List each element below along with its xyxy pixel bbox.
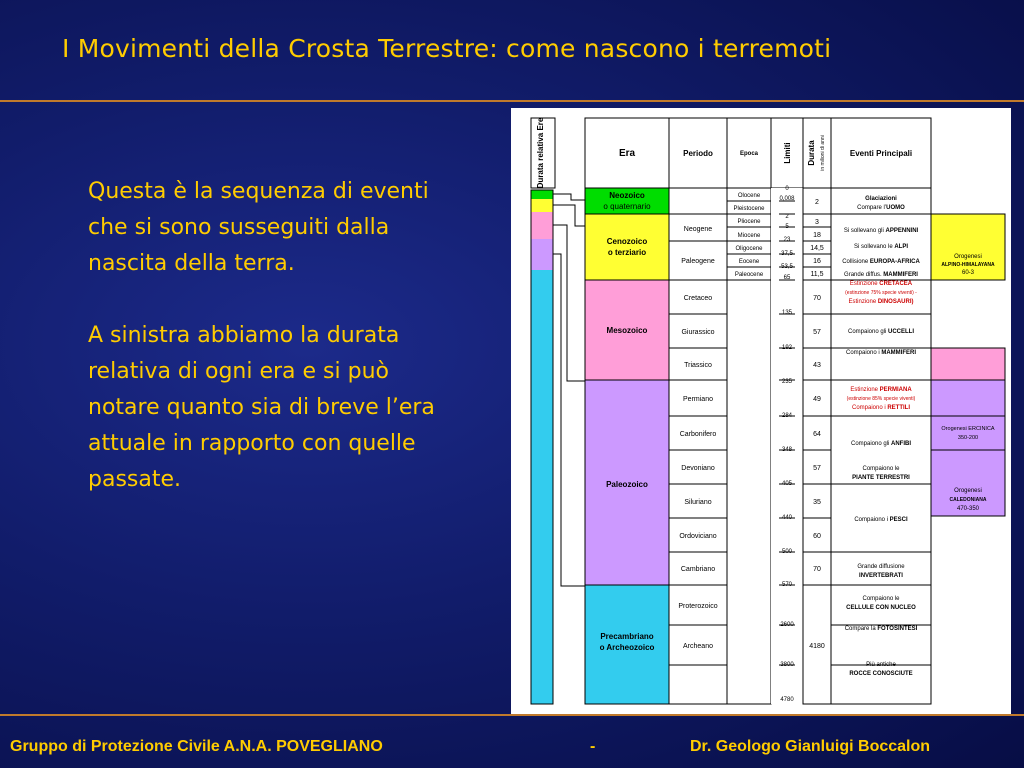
limit-value: 53,5 — [781, 264, 793, 270]
era-name: Mesozoico — [606, 326, 648, 335]
relative-duration-column — [531, 117, 555, 704]
event-cellule: CELLULE CON NUCLEO — [846, 605, 916, 611]
event-estinzione-dinosauri: Estinzione DINOSAURI) — [848, 299, 914, 305]
limit-value: 348 — [781, 447, 793, 453]
duration-value: 35 — [813, 499, 821, 506]
event-mammiferi: Compaiono i MAMMIFERI — [845, 350, 917, 356]
duration-value: 64 — [813, 431, 821, 438]
era-subname: o quaternario — [603, 202, 651, 211]
connector-lines — [553, 194, 585, 586]
geologic-table-svg — [511, 108, 1011, 714]
event-appennini: Si sollevano gli APPENNINI — [843, 228, 919, 234]
duration-column — [803, 188, 831, 704]
limit-value: 192 — [781, 345, 793, 351]
duration-value: 70 — [813, 566, 821, 573]
limit-value: 0,008 — [779, 196, 795, 202]
epoch-label: Miocene — [737, 233, 761, 239]
duration-value: 49 — [813, 396, 821, 403]
orogenesi-column — [931, 214, 1005, 516]
era-name: Cenozoico — [606, 237, 648, 246]
event-pesci: Compaiono i PESCI — [854, 517, 908, 523]
limits-column — [771, 186, 803, 704]
duration-value: 57 — [813, 329, 821, 336]
era-cell-cenozoico — [585, 214, 669, 280]
limit-value: 570 — [781, 582, 793, 588]
epoch-label: Olocene — [737, 193, 761, 199]
event-invertebrati: INVERTEBRATI — [859, 573, 903, 579]
limit-value: 3800 — [780, 662, 794, 668]
footer-right: Dr. Geologo Gianluigi Boccalon — [690, 738, 931, 755]
period-label: Cambriano — [680, 566, 716, 573]
duration-value: 2 — [815, 199, 819, 206]
slide-body — [88, 174, 448, 534]
event-rocce-pre: Più antiche — [866, 662, 896, 668]
relative-duration-header: Durata relativa Ere — [536, 117, 545, 189]
relative-bar-neozoico — [531, 190, 553, 199]
orogenesi-caledoniana-line1: Orogenesi — [954, 488, 982, 494]
period-label: Siluriano — [684, 499, 712, 506]
header-era: Era — [618, 148, 636, 159]
event-glaciazioni: Glaciazioni — [865, 196, 897, 202]
orogenesi-alpina-line2: ALPINO-HIMALAYANA — [941, 262, 995, 268]
footer-center: - — [590, 738, 596, 755]
header-durata-sub: in milioni di anni — [820, 135, 826, 171]
limit-value: 0 — [785, 186, 789, 192]
relative-bar-cenozoico — [531, 199, 553, 212]
events-column — [831, 188, 931, 704]
period-label: Devoniano — [681, 465, 715, 472]
event-cretacea-note: (estinzione 75% specie viventi) - — [845, 290, 917, 296]
period-label: Giurassico — [681, 329, 715, 336]
duration-value: 11,5 — [810, 271, 824, 278]
body-paragraph-2: A sinistra abbiamo la durata relativa di ogni era e si può notare quanto sia di breve l’era attuale in rapporto con quelle passate. — [88, 323, 435, 492]
title-divider — [0, 100, 1024, 102]
event-cellule-pre: Compaiono le — [862, 596, 900, 602]
period-label: Triassico — [684, 362, 712, 369]
limit-value: 2 — [785, 214, 789, 220]
event-estinzione-cretacea: Estinzione CRETACEA — [849, 281, 913, 287]
footer-divider — [0, 714, 1024, 716]
event-uomo: Compare l’UOMO — [857, 205, 905, 211]
event-piante-pre: Compaiono le — [862, 466, 900, 472]
limit-value: 5 — [785, 224, 789, 230]
limit-value: 4780 — [780, 697, 794, 703]
header-limiti: Limiti — [783, 142, 792, 164]
relative-bar-paleozoico — [531, 239, 553, 270]
period-label: Paleogene — [681, 258, 715, 265]
header-durata: Durata — [807, 140, 816, 166]
period-label: Carbonifero — [679, 431, 717, 438]
era-name: Neozoico — [609, 191, 645, 200]
event-alpi: Si sollevano le ALPI — [853, 244, 909, 250]
duration-value: 18 — [813, 232, 821, 239]
limit-value: 23 — [783, 237, 791, 243]
slide-title: I Movimenti della Crosta Terrestre: come nascono i terremoti — [62, 34, 832, 63]
event-estinzione-permiana: Estinzione PERMIANA — [850, 387, 912, 393]
limit-value: 284 — [781, 413, 793, 419]
event-anfibi: Compaiono gli ANFIBI — [850, 441, 912, 447]
epoch-label: Pliocene — [737, 219, 761, 225]
header-eventi: Eventi Principali — [849, 149, 913, 158]
orogenesi-alpina-line1: Orogenesi — [954, 254, 982, 260]
orogenesi-ercinica-line2: 350-200 — [957, 435, 979, 441]
limit-value: 135 — [781, 310, 793, 316]
duration-value: 3 — [815, 219, 819, 226]
epoch-label: Paleocene — [734, 272, 764, 278]
footer-left: Gruppo di Protezione Civile A.N.A. POVEGLIANO — [10, 738, 383, 755]
body-paragraph-1: Questa è la sequenza di eventi che si sono susseguiti dalla nascita della terra. — [88, 179, 429, 276]
event-piante: PIANTE TERRESTRI — [852, 475, 910, 481]
event-collisione: Collisione EUROPA-AFRICA — [842, 259, 920, 265]
orogenesi-alpina-line3: 60-3 — [961, 270, 975, 276]
epoch-label: Eocene — [738, 259, 760, 265]
epoch-label: Pleistocene — [733, 206, 765, 212]
duration-value: 70 — [813, 295, 821, 302]
header-row — [585, 118, 931, 188]
event-permiana-note: (estinzione 85% specie viventi) — [846, 396, 916, 402]
era-name: Precambriano — [600, 632, 654, 641]
period-label: Ordoviciano — [679, 533, 717, 540]
era-column — [585, 188, 669, 704]
period-label: Archeano — [683, 643, 713, 650]
orogenesi-paleozoico-cell — [931, 380, 1005, 516]
footer — [0, 736, 1024, 762]
limit-value: 440 — [781, 515, 793, 521]
event-rettili: Compaiono i RETTILI — [851, 405, 911, 411]
event-mammiferi-diffusione: Grande diffus. MAMMIFERI — [844, 272, 918, 278]
event-fotosintesi: Compare la FOTOSINTESI — [844, 626, 918, 632]
relative-bar-mesozoico — [531, 212, 553, 239]
limit-value: 65 — [783, 275, 791, 281]
duration-value: 4180 — [809, 643, 825, 650]
duration-value: 16 — [813, 258, 821, 265]
event-rocce: ROCCE CONOSCIUTE — [849, 671, 913, 677]
duration-value: 43 — [813, 362, 821, 369]
limit-value: 37,5 — [781, 251, 793, 257]
header-periodo: Periodo — [683, 149, 713, 158]
era-name: Paleozoico — [606, 480, 648, 489]
orogenesi-caledoniana-line2: CALEDONIANA — [949, 497, 987, 503]
limit-value: 405 — [781, 481, 793, 487]
event-uccelli: Compaiono gli UCCELLI — [847, 329, 915, 335]
header-epoca: Epoca — [739, 151, 759, 157]
relative-bar-precambriano — [531, 270, 553, 704]
duration-value: 60 — [813, 533, 821, 540]
duration-value: 14,5 — [810, 245, 824, 252]
limit-value: 235 — [781, 379, 793, 385]
era-subname: o terziario — [607, 248, 647, 257]
geologic-time-table — [511, 108, 1011, 714]
orogenesi-mesozoico-cell — [931, 348, 1005, 380]
period-label: Permiano — [683, 396, 713, 403]
era-subname: o Archeozoico — [599, 643, 655, 652]
epoch-column — [727, 188, 771, 704]
orogenesi-caledoniana-line3: 470-350 — [956, 506, 980, 512]
orogenesi-ercinica-line1: Orogenesi ERCINICA — [941, 426, 995, 432]
epoch-label: Oligocene — [735, 246, 763, 252]
period-label: Neogene — [683, 226, 713, 233]
limit-value: 500 — [781, 549, 793, 555]
limit-value: 2600 — [780, 622, 794, 628]
duration-value: 57 — [813, 465, 821, 472]
period-label: Cretaceo — [683, 295, 713, 302]
event-invertebrati-pre: Grande diffusione — [857, 564, 905, 570]
period-column — [669, 188, 727, 704]
period-label: Proterozoico — [678, 603, 718, 610]
